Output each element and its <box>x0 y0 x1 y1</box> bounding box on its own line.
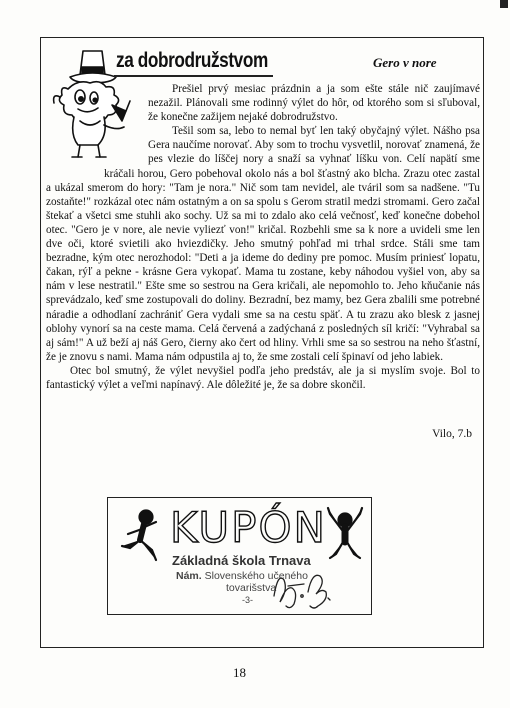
story-paragraph-3: Otec bol smutný, že výlet nevyšiel podľa jeho predstáv, ale ja si myslím svoje. Bol to fantastický výlet a veľmi napínavý. Ale dôležité je, že sa dobre skončil. <box>46 364 480 391</box>
heading-underline <box>114 75 273 77</box>
address-prefix: Nám. <box>176 570 202 582</box>
jumping-child-icon <box>324 504 366 564</box>
school-name: Základná škola Trnava <box>172 553 311 568</box>
handwritten-signature <box>268 566 340 612</box>
school-address-line-2: tovarišstva <box>226 582 277 594</box>
coupon-number: -3- <box>242 595 253 605</box>
corner-mark <box>500 0 508 8</box>
story-title: Gero v nore <box>373 55 437 70</box>
page-number: 18 <box>233 665 246 680</box>
story-heading: za dobrodružstvom <box>116 49 268 72</box>
story-paragraph-2: Tešil som sa, lebo to nemal byť len taký obyčajný výlet. Nášho psa Gera naučíme norovať. Aby som to trochu vysvetlil, norovať znamená, že pes vlezie do líščej nory a snaží sa vyhnať líšku von. Celí napätí sme kráčali horou, Gero pobehoval okolo nás a bol šťastný ako blcha. Zrazu otec zastal a ukázal smerom do hory: "Tam je nora." Nič som tam nevidel, ale tváril som sa nadšene. "Tu zostaňte!" rozkázal otec nám ostatným a on sa spolu s Gerom stratil medzi stromami. Gero začal štekať a všetci sme stuhli ako sochy. Už sa mi to zdalo ako celá večnosť, keď konečne dobehol otec. "Gero je v nore, ale nevie vyliezť von!" kričal. Rozbehli sme sa k nore a uvideli sme len dve oči, ktoré svietili ako hviezdičky. Jeho smutný pohľad mi trhal srdce. Stáli sme tam bezradne, kým otec nerozhodol: "Deti a ja ideme do dediny pre pomoc. Musím priniesť lopatu, čakan, rýľ a pekne - krásne Gera vykopať. Mama tu zostane, keby náhodou vyšiel von, aby sa nám v lese nestratil." Ešte sme so sestrou na Gera kričali, ale nepomohlo to. Jeho kňučanie nás sprevádzalo, keď sme zostupovali do doliny. Bezradní, bez mamy, bez Gera zbalili sme potrebné náradie a odhodlaní zachrániť Gera vydali sme sa na cestu späť. A tu zrazu ako blesk z jasnej oblohy vynorí sa na ceste mama. Celá červená a zadýchaná z posledných síl kričí: "Vyhrabal sa aj sám!" A už beží aj náš Gero, čierny ako čert od hliny. Vrhli sme sa so sestrou na neho šťastní, že je znovu s nami. Mama nám odpustila aj to, že sme zostali celí špinaví od jeho labiek. <box>46 125 480 363</box>
illustration-spacer-2 <box>46 166 104 176</box>
author-signature: Vilo, 7.b <box>432 428 472 440</box>
story-body <box>46 82 480 392</box>
illustration-spacer <box>46 82 148 166</box>
address-text: Slovenského učeného <box>204 570 308 582</box>
coupon-title: KUPÓN <box>170 503 327 552</box>
coupon-box <box>107 497 372 615</box>
story-paragraph-1: Prešiel prvý mesiac prázdnin a ja som ešte stále nič zaujímavé nezažil. Plánovali sme rodinný výlet do hôr, od ktorého som si sľuboval, že konečne zažijem nejaké dobrodružstvo. <box>148 83 480 124</box>
running-child-icon <box>118 508 162 568</box>
